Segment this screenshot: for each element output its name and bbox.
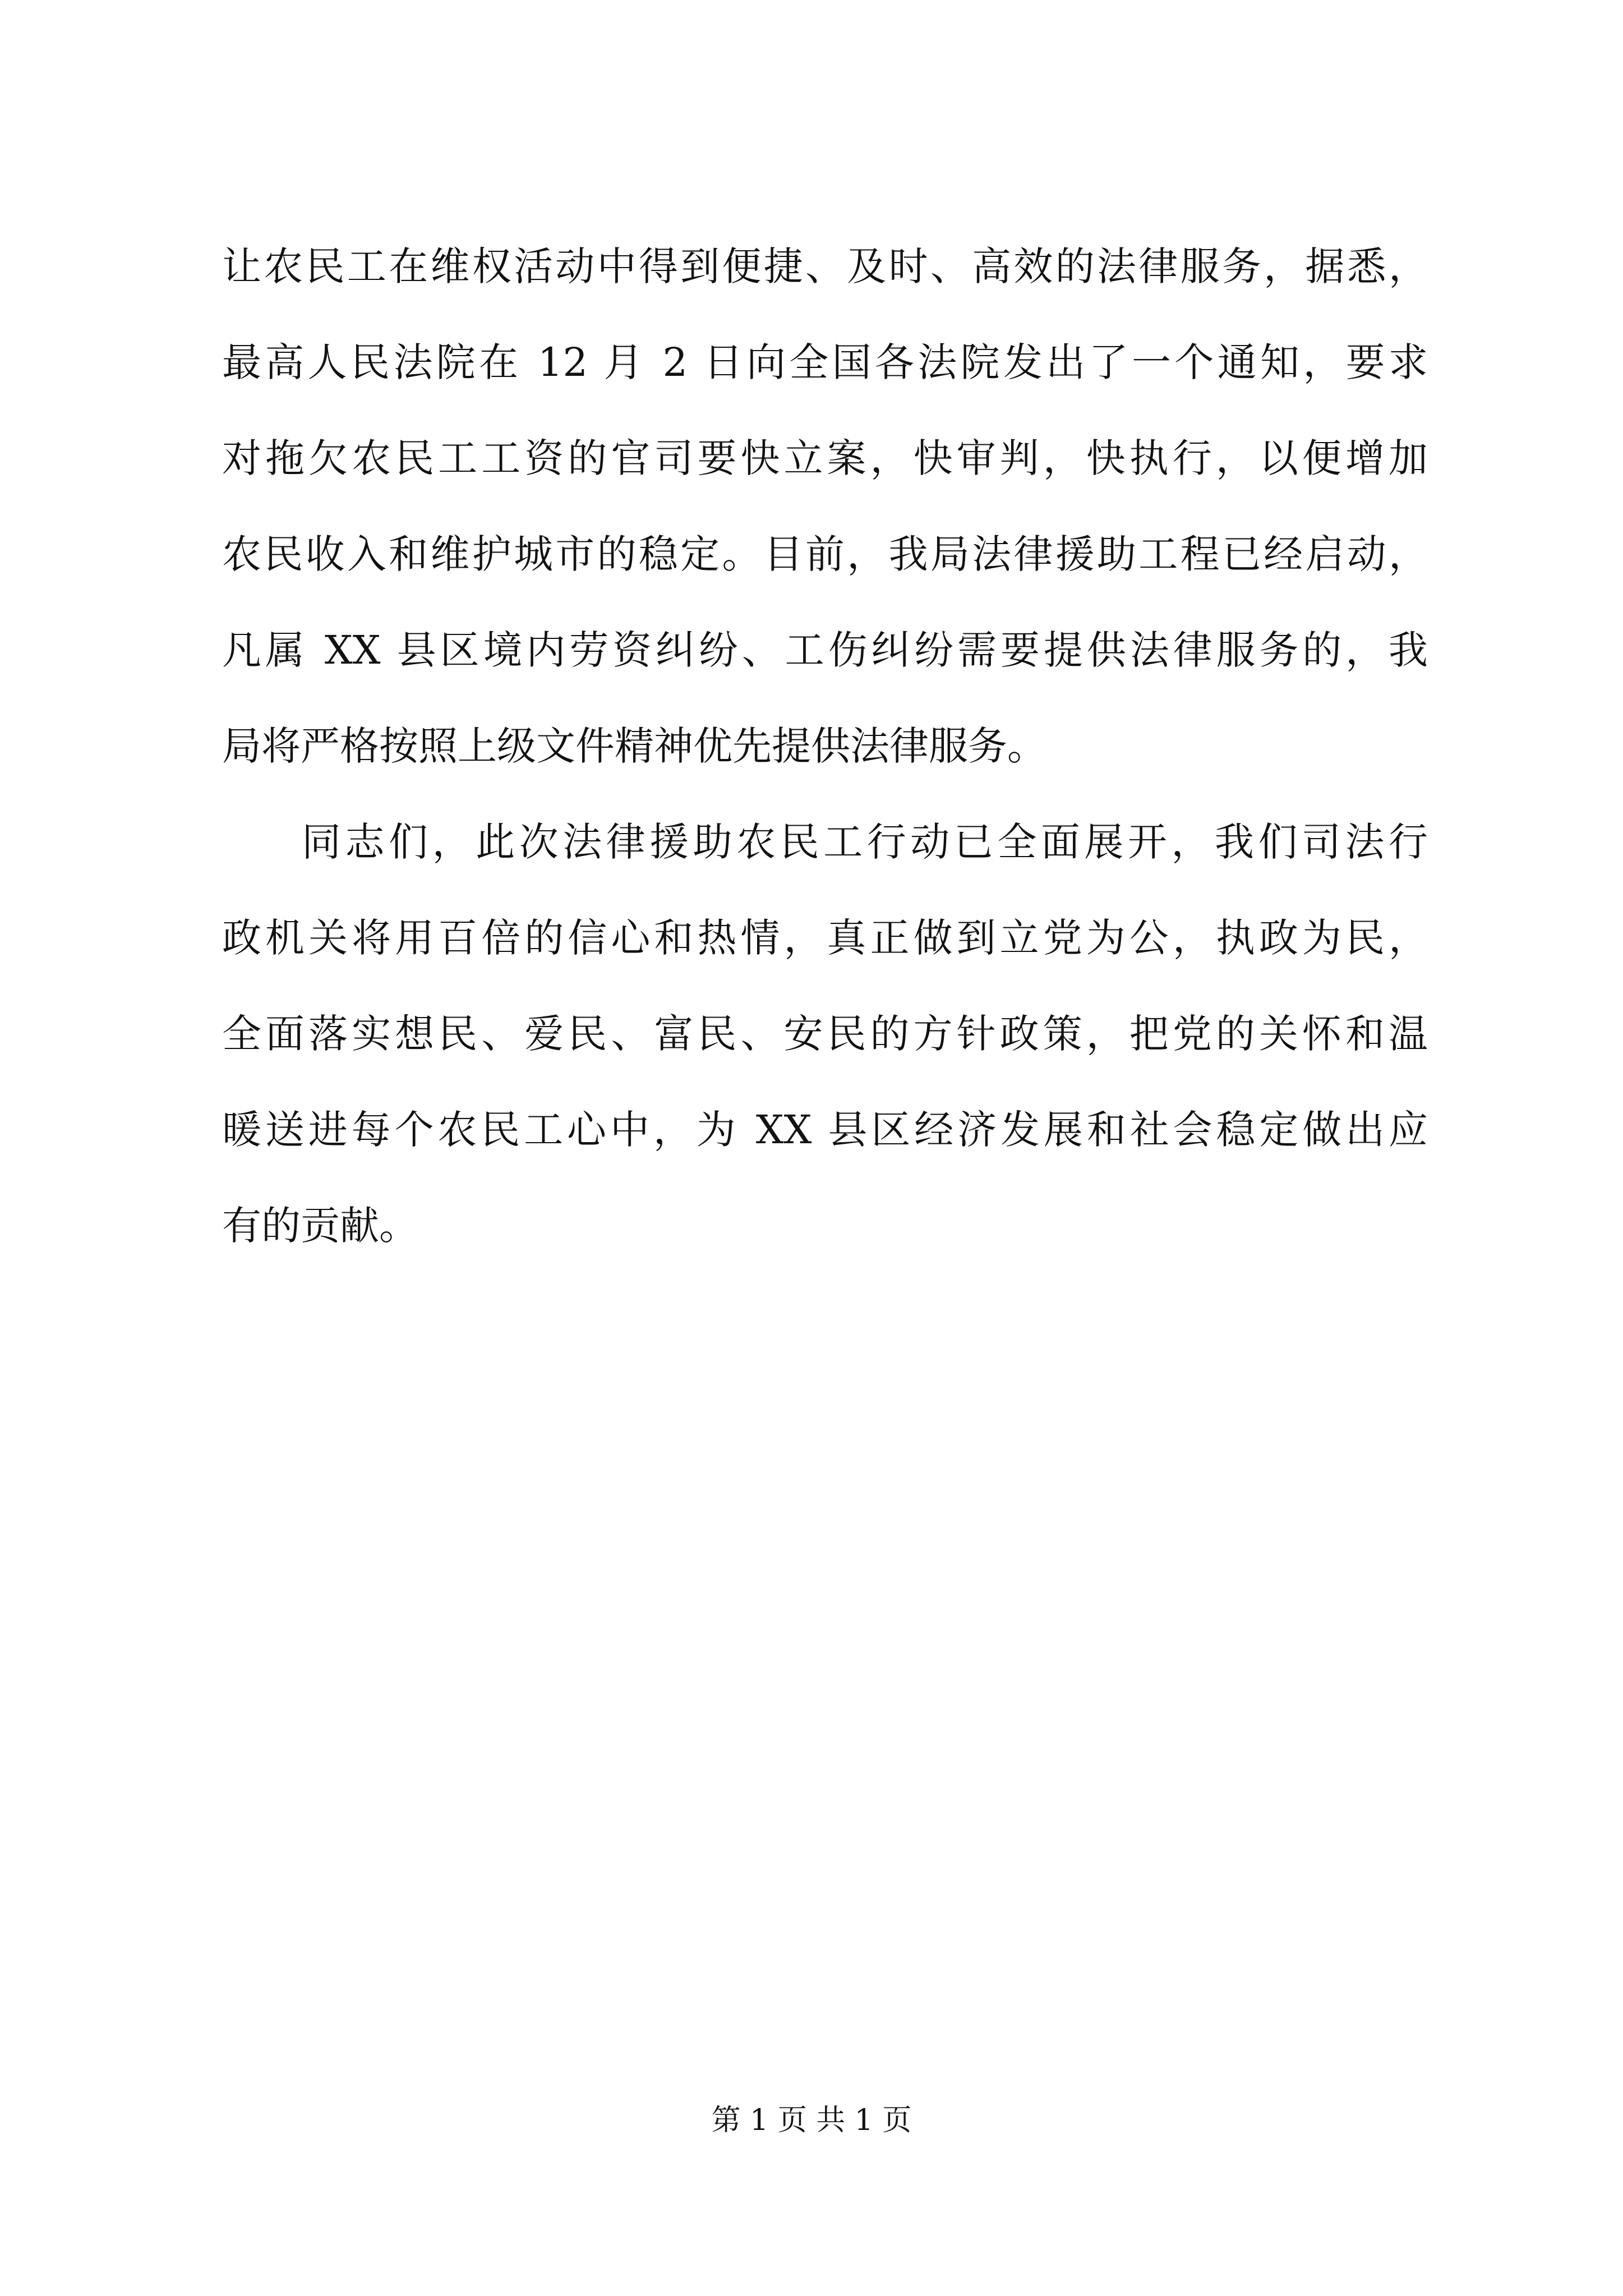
paragraph-1-line-1: 让农民工在维权活动中得到便捷、及时、高效的法律服务，据悉， <box>222 243 1428 289</box>
paragraph-2-line-5: 有的贡献。 <box>222 1203 418 1249</box>
paragraph-2-line-4: 暖送进每个农民工心中，为 XX 县区经济发展和社会稳定做出应 <box>222 1107 1428 1153</box>
page-number-label: 第 1 页 共 1 页 <box>711 2104 912 2137</box>
paragraph-1-line-3: 对拖欠农民工工资的官司要快立案，快审判，快执行，以便增加 <box>222 435 1428 481</box>
paragraph-1-line-4: 农民收入和维护城市的稳定。目前，我局法律援助工程已经启动， <box>222 531 1428 577</box>
paragraph-1-line-5: 凡属 XX 县区境内劳资纠纷、工伤纠纷需要提供法律服务的，我 <box>222 627 1428 673</box>
paragraph-2-line-1: 同志们，此次法律援助农民工行动已全面展开，我们司法行 <box>302 819 1428 865</box>
page-footer <box>0 2101 1623 2140</box>
document-body <box>222 219 1428 1274</box>
paragraph-1-line-6: 局将严格按照上级文件精神优先提供法律服务。 <box>222 723 1046 769</box>
paragraph-2-line-3: 全面落实想民、爱民、富民、安民的方针政策，把党的关怀和温 <box>222 1011 1428 1057</box>
paragraph-1-line-2: 最高人民法院在 12 月 2 日向全国各法院发出了一个通知，要求 <box>222 339 1428 385</box>
paragraph-2-line-2: 政机关将用百倍的信心和热情，真正做到立党为公，执政为民， <box>222 915 1428 961</box>
